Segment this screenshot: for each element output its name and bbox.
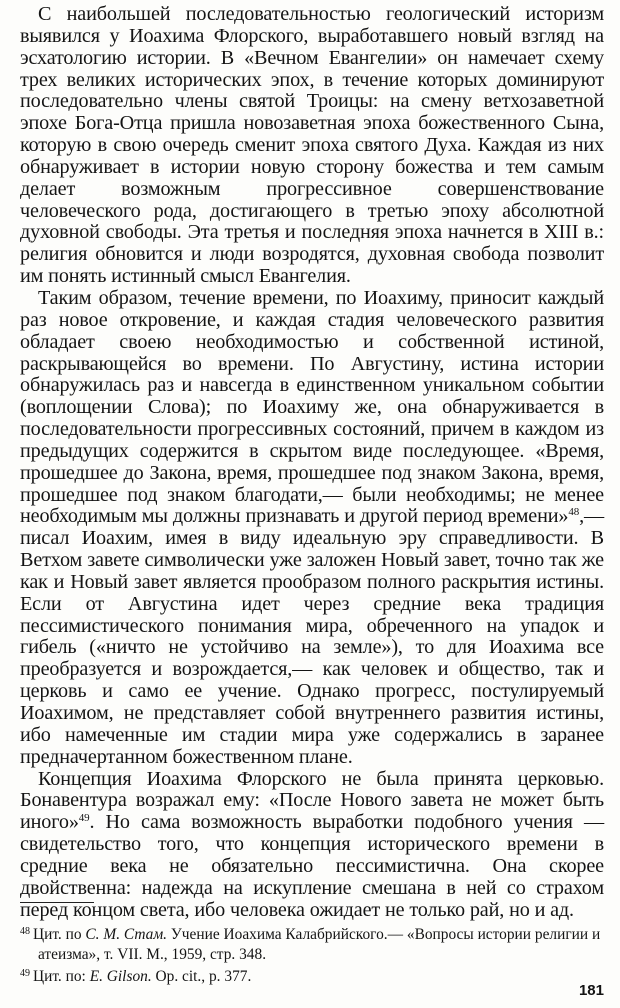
footnote-48: [20, 922, 604, 964]
footnote-number: 49: [20, 968, 30, 979]
main-text: [20, 4, 604, 921]
paragraph-2: [20, 288, 604, 769]
footnote-author: С. М. Стам.: [85, 926, 168, 943]
paragraph-1-text: С наибольшей последовательностью геологический историзм выявился у Иоахима Флорского, выработавшего новый взгляд на эсхатологию истории. В «Вечном Евангелии» он намечает схему трех великих исторических эпох, в течение которых доминируют последовательно члены святой Троицы: на смену ветхозаветной эпохе Бога-Отца пришла новозаветная эпоха божественного Сына, которую в свою очередь сменит эпоха святого Духа. Каждая из них обнаруживает в истории новую сторону божества и тем самым делает возможным прогрессивное совершенствование человеческого рода, достигающего в третью эпоху абсолютной духовной свободы. Эта третья и последняя эпоха начнется в XIII в.: религия обновится и люди возродятся, духовная свобода позволит им понять истинный смысл Евангелия.: [20, 3, 604, 288]
footnote-author: E. Gilson.: [89, 968, 152, 985]
footnote-text: Op. cit., p. 377.: [155, 968, 252, 985]
footnote-number: 48: [20, 926, 30, 937]
paragraph-3-text-start: Концепция Иоахима Флорского не была принята церковью. Бонавентура возражал ему: «После Нового завета не может быть иного»: [20, 767, 604, 834]
paragraph-3: [20, 769, 604, 922]
footnotes: [20, 922, 604, 987]
paragraph-2-text-end: ,— писал Иоахим, имея в виду идеальную эру справедливости. В Ветхом завете символически уже заложен Новый завет, точно так же как и Новый завет является прообразом полного раскрытия истины. Если от Августина идет через средние века традиция пессимистического понимания мира, обреченного на упадок и гибель («ничто не устойчиво на земле»), то для Иоахима все преобразуется и возрождается,— как человек и общество, так и церковь и само ее учение. Однако прогресс, постулируемый Иоахимом, не представляет собой внутреннего развития истины, ибо намеченные им стадии мира уже содержались в заранее предначертанном божественном плане.: [20, 505, 604, 768]
page-number: 181: [578, 982, 604, 999]
footnote-49: [20, 964, 604, 987]
footnote-ref-48[interactable]: 48: [568, 506, 580, 519]
paragraph-2-text-start: Таким образом, течение времени, по Иоахиму, приносит каждый раз новое откровение, и каждая стадия человеческого развития обладает своею необходимостью и собственной истиной, раскрывающейся во времени. По Августину, истина истории обнаружилась раз и навсегда в единственном уникальном событии (воплощении Слова); по Иоахиму же, она обнаруживается в последовательности прогрессивных состояний, причем в каждом из предыдущих содержится в скрытом виде последующее. «Время, прошедшее до Закона, время, прошедшее под знаком Закона, время, прошедшее под знаком благодати,— были необходимы; не менее необходимым мы должны признавать и другой период времени»: [20, 286, 604, 528]
footnote-prefix: Цит. по: [33, 926, 82, 943]
footnote-separator: [20, 902, 94, 903]
paragraph-3-text-end: . Но сама возможность выработки подобного учения — свидетельство того, что концепция исторического времени в средние века не обязательно пессимистична. Она скорее двойственна: надежда на искупление смешана в ней со страхом перед концом света, ибо человека ожидает не только рай, но и ад.: [20, 811, 604, 921]
footnote-text: Учение Иоахима Калабрийского.— «Вопросы истории религии и атеизма», т. VII. М., 1959, стр. 348.: [38, 926, 601, 963]
paragraph-1: [20, 4, 604, 288]
footnote-prefix: Цит. по:: [33, 968, 86, 985]
footnote-ref-49[interactable]: 49: [78, 812, 90, 825]
